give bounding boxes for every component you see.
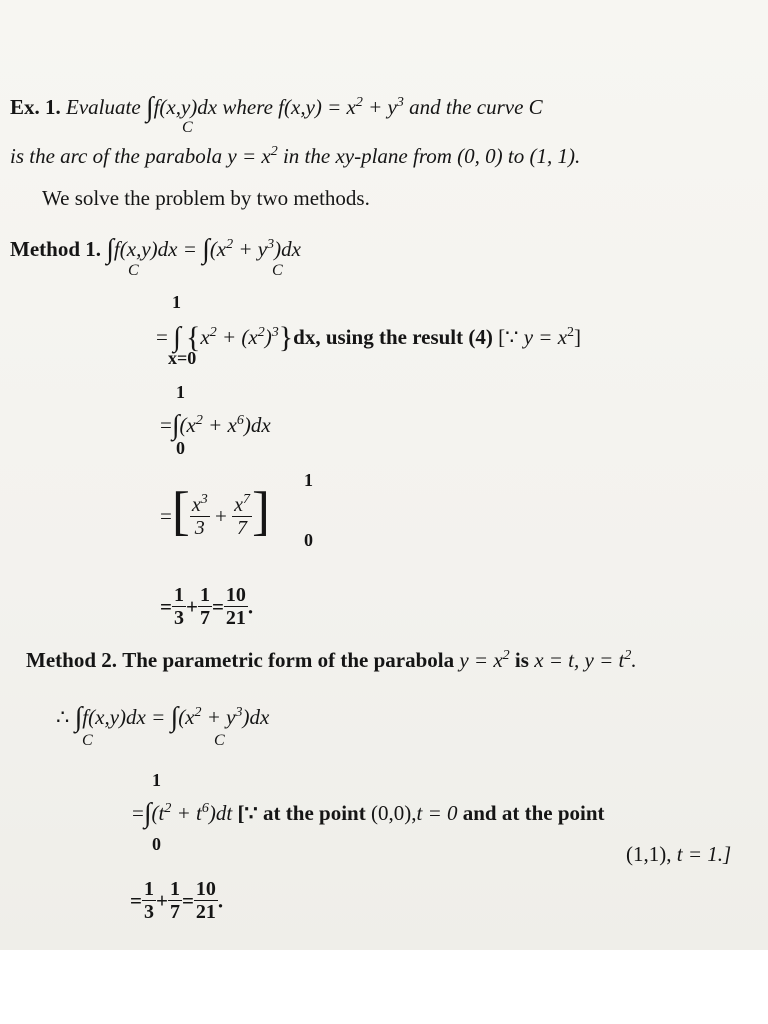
exp-three: 3 <box>396 95 404 110</box>
method1-rhs: $(x^2 + y^3)dx$ <box>209 237 301 261</box>
method2-lhs: f(x,y)dx = <box>82 705 166 729</box>
subscript-c: C <box>214 732 225 749</box>
method2-step <box>132 796 605 828</box>
integral-sign: ∫ <box>106 234 114 265</box>
equals-sign: = <box>160 413 172 437</box>
limit-upper: 1 <box>152 770 161 790</box>
frac-den: 7 <box>237 516 247 539</box>
fraction-x7-over-7 <box>232 491 252 539</box>
method1-result: = $\frac{1}{3}$ + $\frac{1}{7}$ = $\frac{10}{21}$ . <box>160 584 254 629</box>
equals-sign: = <box>130 888 142 913</box>
equals-sign: = <box>132 801 144 825</box>
method1-step3 <box>160 408 271 440</box>
fraction-10-21 <box>194 878 218 923</box>
point-origin: (0,0), <box>370 801 417 825</box>
integrand: f(x,y)dx <box>153 95 218 119</box>
frac-num: 1 <box>169 878 180 900</box>
equals-sign: = <box>156 325 174 349</box>
example-statement-line1 <box>10 90 543 122</box>
exp-two: 2 <box>194 705 202 720</box>
param-form: x = t, $y = t^2$. <box>534 648 637 672</box>
t-zero: t = 0 <box>416 801 458 825</box>
integral-sign: ∫ <box>173 322 181 353</box>
eq-text: y = x <box>459 648 503 672</box>
equals-sign: = <box>160 504 172 528</box>
because-clause: [∵ $y = x^2$] <box>498 325 582 349</box>
xy-text: xy <box>335 144 355 168</box>
left-brace: { <box>186 321 201 354</box>
eval-lower: 0 <box>304 530 313 550</box>
exp-three: 3 <box>200 491 208 507</box>
plane-text: -plane from (0, 0) to (1, 1). <box>354 144 581 168</box>
exp-two: 2 <box>624 648 632 663</box>
exp-six: 6 <box>201 801 209 816</box>
exp-two: 2 <box>502 648 510 663</box>
method2-result: = $\frac{1}{3}$ + $\frac{1}{7}$ = $\frac{10}{21}$ . <box>130 878 224 923</box>
limit-upper: 1 <box>176 382 185 402</box>
exp-three: 3 <box>271 325 279 340</box>
fraction-1-7 <box>168 878 182 923</box>
parabola-eq <box>227 144 277 168</box>
example-label: Ex. 1. <box>10 95 61 119</box>
subscript-c: C <box>82 732 93 749</box>
fraction-1-7 <box>198 584 212 629</box>
method2-text: The parametric form of the parabola <box>122 648 455 672</box>
at-point-text: at the point <box>263 801 366 825</box>
frac-den: 3 <box>194 516 205 539</box>
right-brace: } <box>278 321 294 354</box>
frac-num: 1 <box>143 878 154 900</box>
method2-eq <box>459 648 509 672</box>
exp-two: 2 <box>195 413 203 428</box>
method1-step2 <box>156 318 581 352</box>
exp-two: 2 <box>164 801 172 816</box>
method1-step4: =[ $\frac{x^3}{3}$ + $\frac{x^7}{7}$ ] <box>160 481 270 541</box>
because-eq: y = x <box>523 325 568 349</box>
and-at-text: and at the point <box>462 801 605 825</box>
integral-sign: ∫ <box>170 702 179 733</box>
frac-den: 7 <box>199 607 210 629</box>
because-clause: [∵ at the point <box>237 801 366 825</box>
integral-subscript-c: C <box>182 119 193 136</box>
limit-lower: 0 <box>176 438 185 458</box>
exp-two: 2 <box>209 325 217 340</box>
frac-num: 1 <box>199 584 210 606</box>
frac-num <box>232 491 252 517</box>
exp-seven: 7 <box>242 491 250 507</box>
frac-num: 1 <box>173 584 184 606</box>
exp-two: 2 <box>270 144 278 159</box>
frac-den: 3 <box>143 901 154 923</box>
method2-step-expr: $(t^2 + t^6)dt$ <box>151 801 233 825</box>
t-one: t = 1.] <box>676 842 732 866</box>
equals-sign: = <box>160 594 172 619</box>
evaluate-word: Evaluate <box>66 95 141 119</box>
method1-line1 <box>10 232 301 264</box>
frac-num: 10 <box>225 584 246 606</box>
exp-three: 3 <box>267 237 275 252</box>
fraction-1-3 <box>142 878 156 923</box>
page-margin <box>0 950 768 1024</box>
method2-rhs: $(x^2 + y^3)dx$ <box>178 705 270 729</box>
fraction-1-3 <box>172 584 186 629</box>
num-x: x <box>234 493 243 516</box>
exp-two: 2 <box>567 325 575 340</box>
step3-expr: $(x^2 + x^6)dx$ <box>179 413 271 437</box>
limit-lower: 0 <box>152 834 161 854</box>
integral-sign: ∫ <box>202 234 210 265</box>
parabola-eq-text: y = x <box>227 144 271 168</box>
limit-upper: 1 <box>172 292 181 312</box>
integral-sign: ∫ <box>143 798 152 829</box>
curve-text: and the curve C <box>409 95 543 119</box>
method2-line1 <box>26 648 637 673</box>
arc-text: is the arc of the parabola <box>10 144 223 168</box>
integral-sign: ∫ <box>171 410 180 441</box>
limit-lower: x=0 <box>168 348 197 368</box>
method2-label: Method 2. <box>26 648 117 672</box>
point-one-line <box>626 842 731 867</box>
rhs-text: (x <box>209 237 227 261</box>
frac-num <box>190 491 210 517</box>
frac-num: 10 <box>195 878 216 900</box>
function-definition <box>278 95 404 119</box>
frac-den: 21 <box>195 901 216 923</box>
exp-two: 2 <box>355 95 363 110</box>
integral-sign: ∫ <box>145 92 154 123</box>
exp-six: 6 <box>236 413 244 428</box>
integral-sign: ∫ <box>74 702 83 733</box>
right-bracket: ] <box>251 481 270 541</box>
method2-line2 <box>56 700 269 732</box>
where-word: where <box>222 95 273 119</box>
plus-y: + y <box>362 95 397 119</box>
therefore-sign: ∴ <box>56 705 70 729</box>
step2-expr: $x^2 + (x^2)^3$ <box>200 325 279 349</box>
frac-den: 3 <box>173 607 184 629</box>
frac-den: 21 <box>225 607 246 629</box>
param-text: x = t, y = t <box>534 648 625 672</box>
fraction-x3-over-3 <box>190 491 210 539</box>
is-word: is <box>514 648 529 672</box>
frac-den: 7 <box>169 901 180 923</box>
eval-upper: 1 <box>304 470 313 490</box>
exp-two: 2 <box>226 237 234 252</box>
subscript-c: C <box>272 262 283 279</box>
in-the-text: in the <box>282 144 331 168</box>
example-statement-line2 <box>10 144 580 169</box>
fdef-text: f(x,y) = x <box>278 95 356 119</box>
step2-text: dx, using the result (4) <box>293 325 493 349</box>
fraction-10-21 <box>224 584 248 629</box>
method1-lhs: f(x,y)dx = <box>113 237 197 261</box>
num-x: x <box>191 493 201 516</box>
method1-label: Method 1. <box>10 237 101 261</box>
subscript-c: C <box>128 262 139 279</box>
left-bracket: [ <box>171 481 190 541</box>
exp-two: 2 <box>257 325 265 340</box>
point-one: (1,1), <box>626 842 672 866</box>
exp-three: 3 <box>235 705 243 720</box>
intro-text: We solve the problem by two methods. <box>42 186 370 210</box>
